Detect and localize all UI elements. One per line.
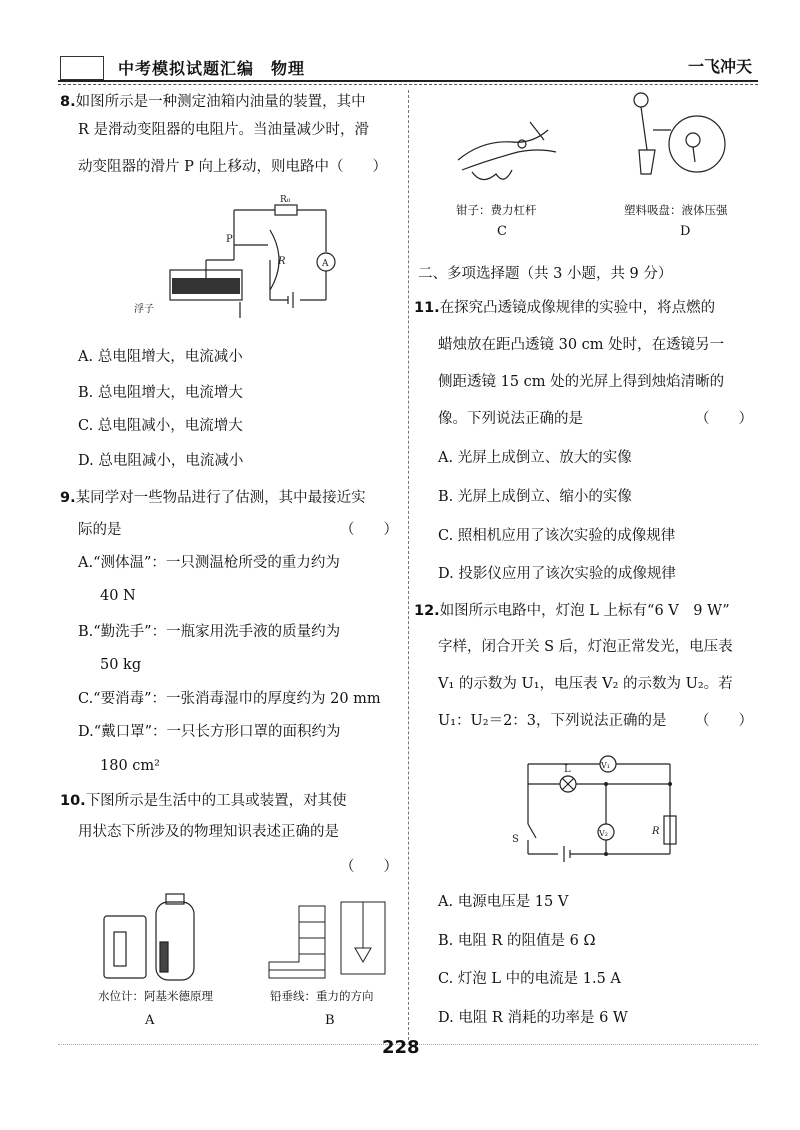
q12-line-1 [414,601,730,621]
q11-line-3: 侧距透镜 15 cm 处的光屏上得到烛焰清晰的 [438,374,725,390]
q10-number: 10. [60,793,86,809]
q9-option-a: A.“测体温”：一只测温枪所受的重力约为 [78,555,340,571]
q12-option-d: D. 电阻 R 消耗的功率是 6 W [438,1010,628,1026]
q10-figure-c [452,100,572,195]
q9-option-b-cont: 50 kg [100,657,142,673]
q12-line-3: V₁ 的示数为 U₁，电压表 V₂ 的示数为 U₂。若 [438,676,733,692]
q11-option-a: A. 光屏上成倒立、放大的实像 [438,450,632,466]
header-title: 中考模拟试题汇编 物理 [118,59,306,78]
page-number: 228 [382,1037,420,1058]
q10-line-2: 用状态下所涉及的物理知识表述正确的是 [78,824,339,840]
q8-line-1 [60,92,366,112]
q8-circuit-figure [130,190,360,340]
q9-line-1 [60,488,366,508]
q12-label-v2: V₂ [599,829,608,838]
q10-figure-b [265,892,390,984]
section-2-heading: 二、多项选择题（共 3 小题，共 9 分） [418,266,673,282]
q9-line-2: 际的是 [78,522,122,538]
q9-option-b: B.“勤洗手”：一瓶家用洗手液的质量约为 [78,624,341,640]
q11-option-b: B. 光屏上成倒立、缩小的实像 [438,489,632,505]
q12-option-b: B. 电阻 R 的阻值是 6 Ω [438,933,596,949]
q9-option-c: C.“要消毒”：一张消毒湿巾的厚度约为 20 mm [78,691,381,707]
q11-line-1 [414,298,715,318]
q10-line-1 [60,791,347,811]
q8-label-float: 浮子 [134,304,154,315]
q10-text-1: 下图所示是生活中的工具或装置，对其使 [85,793,347,809]
header-rule-dashed [58,84,758,85]
header-rule [58,80,758,82]
q10-caption-b: 铅垂线：重力的方向 [270,989,374,1003]
q9-option-a-cont: 40 N [100,588,136,604]
q11-option-d: D. 投影仪应用了该次实验的成像规律 [438,566,676,582]
q8-option-c: C. 总电阻减小，电流增大 [78,418,243,434]
q11-number: 11. [414,300,440,316]
q12-circuit-figure [508,728,693,863]
q11-line-2: 蜡烛放在距凸透镜 30 cm 处时，在透镜另一 [438,337,725,353]
q11-text-1: 在探究凸透镜成像规律的实验中，将点燃的 [439,300,716,316]
q11-bracket: （ ） [695,411,753,427]
q12-option-a: A. 电源电压是 15 V [438,894,569,910]
q10-letter-c: C [497,224,507,239]
q10-letter-a: A [145,1013,155,1028]
q8-label-r0: R₀ [280,195,291,205]
q8-line-3: 动变阻器的滑片 P 向上移动，则电路中（ ） [78,159,387,175]
q9-number: 9. [60,490,76,506]
q10-bracket: （ ） [340,859,398,875]
q12-bracket: （ ） [695,713,753,729]
q10-letter-b: B [325,1013,335,1028]
q12-line-2: 字样，闭合开关 S 后，灯泡正常发光，电压表 [438,639,733,655]
q9-bracket: （ ） [340,522,398,538]
q8-label-a: A [322,259,329,269]
q8-number: 8. [60,94,76,110]
q10-caption-a: 水位计：阿基米德原理 [98,989,213,1003]
q12-number: 12. [414,603,440,619]
q12-text-1: 如图所示电路中，灯泡 L 上标有“6 V 9 W” [439,603,730,619]
q8-label-p: P [226,234,233,245]
q11-option-c: C. 照相机应用了该次实验的成像规律 [438,528,676,544]
q12-option-c: C. 灯泡 L 中的电流是 1.5 A [438,971,621,987]
header-logo [60,56,104,80]
q9-text-1: 某同学对一些物品进行了估测，其中最接近实 [75,490,366,506]
q8-option-b: B. 总电阻增大，电流增大 [78,385,243,401]
q10-figure-d [625,90,735,195]
q9-option-d: D.“戴口罩”：一只长方形口罩的面积约为 [78,724,341,740]
q10-figure-a [96,892,206,984]
q8-line-2: R 是滑动变阻器的电阻片。当油量减少时，滑 [78,122,370,138]
q10-letter-d: D [680,224,691,239]
q12-label-s: S [512,834,519,845]
q12-label-v1: V₁ [601,761,610,770]
q9-option-d-cont: 180 cm² [100,758,160,774]
q10-caption-c: 钳子：费力杠杆 [456,203,537,217]
q8-option-a: A. 总电阻增大，电流减小 [78,349,243,365]
q12-label-r: R [652,826,660,837]
q8-option-d: D. 总电阻减小，电流减小 [78,453,244,469]
q12-label-l: L [564,764,571,775]
q8-label-r: R [278,256,286,267]
q12-line-4: U₁：U₂＝2：3，下列说法正确的是 [438,713,667,729]
q8-text-1: 如图所示是一种测定油箱内油量的装置，其中 [75,94,366,110]
column-divider [408,90,409,1040]
q11-line-4: 像。下列说法正确的是 [438,411,583,427]
q10-caption-d: 塑料吸盘：液体压强 [624,203,728,217]
header-brand: 一飞冲天 [687,57,752,76]
